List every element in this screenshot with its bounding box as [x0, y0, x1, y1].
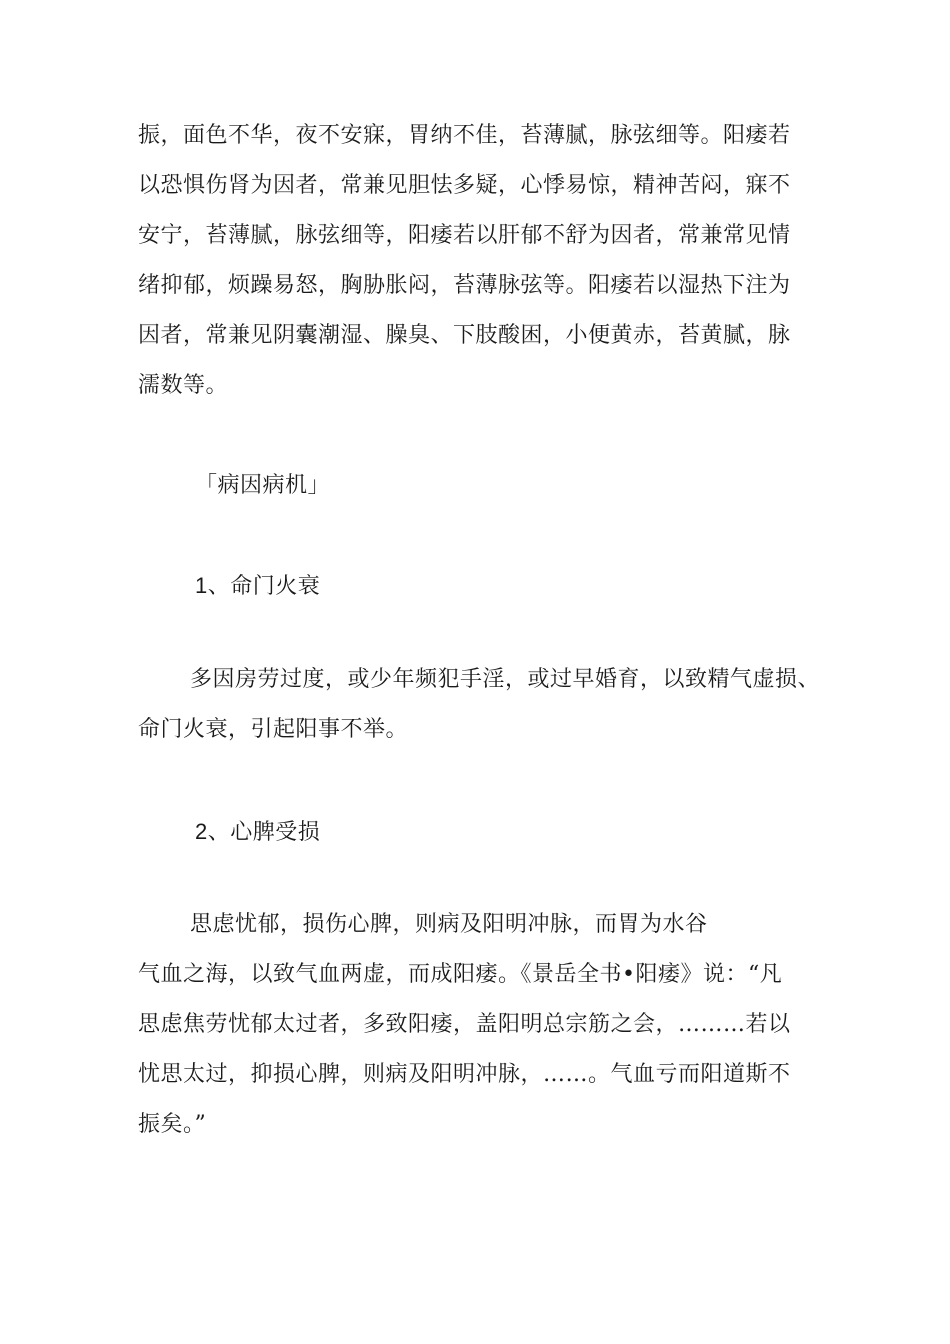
- item2-line-1: 思虑忧郁，损伤心脾，则病及阳明冲脉，而胃为水谷: [190, 912, 708, 937]
- intro-line-1: 振，面色不华，夜不安寐，胃纳不佳，苔薄腻，脉弦细等。阳痿若: [138, 123, 791, 148]
- item2-line-5: 振矣。”: [138, 1112, 207, 1137]
- item1-heading: 1、命门火衰: [195, 573, 321, 598]
- intro-line-6: 濡数等。: [138, 373, 229, 398]
- section-title: 「病因病机」: [195, 473, 331, 498]
- item2-heading: 2、心脾受损: [195, 819, 321, 844]
- intro-line-3: 安宁，苔薄腻，脉弦细等，阳痿若以肝郁不舒为因者，常兼常见情: [138, 223, 791, 248]
- item2-line-3: 思虑焦劳忧郁太过者，多致阳痿，盖阳明总宗筋之会，………若以: [138, 1012, 791, 1037]
- intro-line-5: 因者，常兼见阴囊潮湿、臊臭、下肢酸困，小便黄赤，苔黄腻，脉: [138, 323, 791, 348]
- item1-line-1: 多因房劳过度，或少年频犯手淫，或过早婚育，以致精气虚损、: [190, 667, 821, 692]
- intro-line-2: 以恐惧伤肾为因者，常兼见胆怯多疑，心悸易惊，精神苦闷，寐不: [138, 173, 791, 198]
- item1-line-2: 命门火衰，引起阳事不举。: [138, 717, 409, 742]
- item2-line-4: 忧思太过，抑损心脾，则病及阳明冲脉，……。气血亏而阳道斯不: [138, 1062, 791, 1087]
- intro-line-4: 绪抑郁，烦躁易怒，胸胁胀闷，苔薄脉弦等。阳痿若以湿热下注为: [138, 273, 791, 298]
- item2-line-2: 气血之海，以致气血两虚，而成阳痿。《景岳全书•阳痿》说：“凡: [138, 962, 783, 987]
